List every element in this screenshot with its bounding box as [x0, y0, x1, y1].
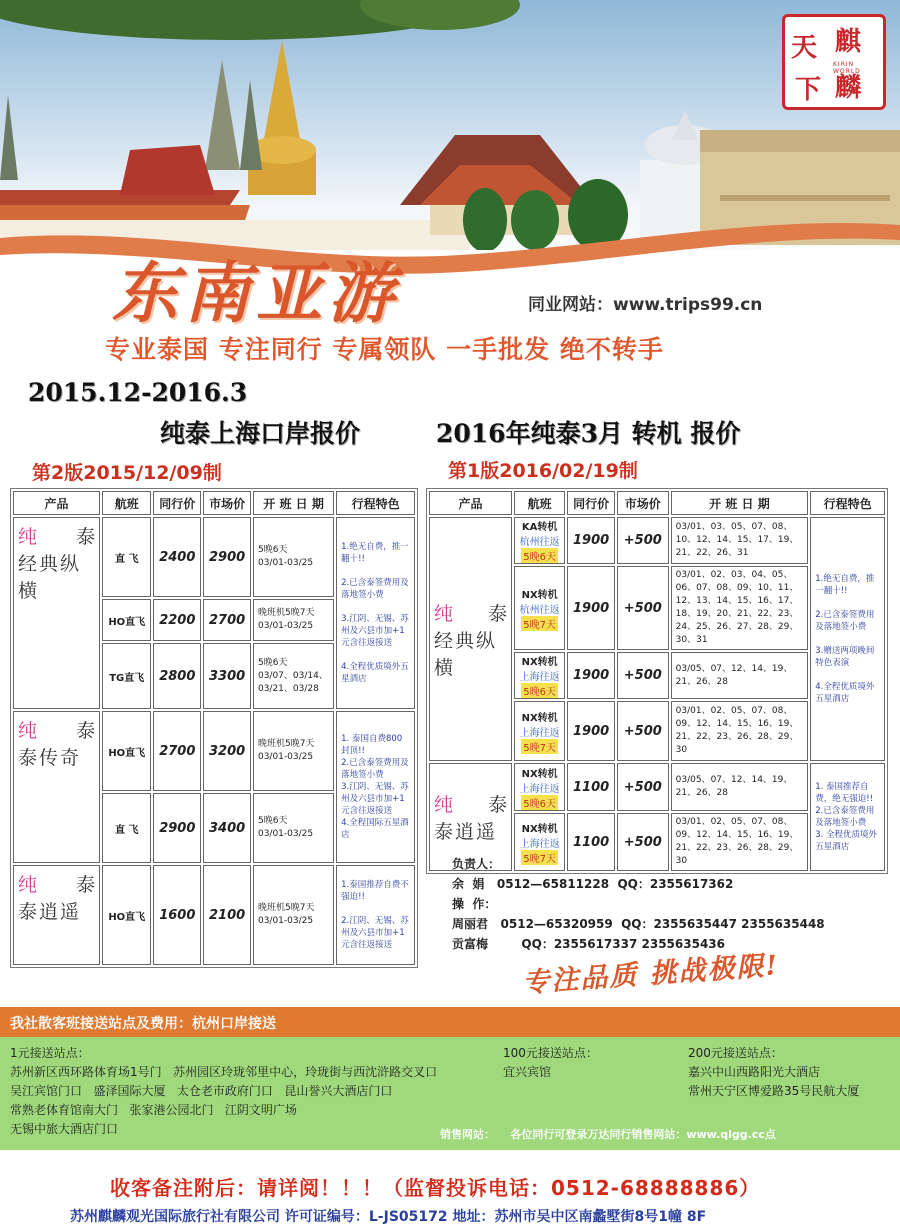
header-flight: 航班 [514, 491, 565, 515]
schedule-cell: 晚班机5晚7天 03/01-03/25 [253, 599, 334, 641]
flight-cell: NX转机 杭州往返 5晚7天 [514, 566, 565, 650]
peer-price-cell: 2700 [153, 711, 201, 791]
flight-cell: TG直飞 [102, 643, 151, 709]
peer-price-cell: 1600 [153, 865, 201, 965]
subtitle-right: 2016年纯泰3月 转机 报价 [436, 419, 741, 448]
table-row [13, 711, 415, 791]
schedule-cell: 晚班机5晚7天 03/01-03/25 [253, 865, 334, 965]
schedule-cell: 5晚6天 03/01-03/25 [253, 793, 334, 863]
product-cell: 纯 泰 经典纵横 [429, 517, 512, 761]
notice-line: 收客备注附后：请详阅！！！（监督投诉电话：0512-68888886） [110, 1176, 761, 1200]
peer-price-cell: 2400 [153, 517, 201, 597]
product-cell: 纯 泰 经典纵横 [13, 517, 100, 709]
slogan: 专业泰国 专注同行 专属领队 一手批发 绝不转手 [105, 335, 664, 364]
schedule-cell: 03/01、03、05、07、08、10、12、14、15、17、19、21、22、26、31 [671, 517, 809, 564]
peer-price-cell: 2800 [153, 643, 201, 709]
features-cell: 1.泰国推荐自费不强迫!! 2.江阴、无锡、苏州及六县市加+1元含往返接送 [336, 865, 415, 965]
logo-char-1: 天 [791, 33, 818, 63]
header-product: 产品 [13, 491, 100, 515]
header-flight: 航班 [102, 491, 151, 515]
schedule-cell: 03/01、02、03、04、05、06、07、08、09、10、11、12、13、14、15、16、17、18、19、20、21、22、23、24、25、26、27、28、29、30、31 [671, 566, 809, 650]
header-product: 产品 [429, 491, 512, 515]
schedule-cell: 5晚6天 03/07、03/14、 03/21、03/28 [253, 643, 334, 709]
schedule-cell: 03/05、07、12、14、19、21、26、28 [671, 652, 809, 699]
flight-cell: HO直飞 [102, 599, 151, 641]
header-market-price: 市场价 [617, 491, 669, 515]
schedule-cell: 03/01、02、05、07、08、09、12、14、15、16、19、21、22、23、26、28、29、30 [671, 701, 809, 761]
logo-char-3: 下 [795, 75, 822, 105]
company-info: 苏州麒麟观光国际旅行社有限公司 许可证编号：L-JS05172 地址：苏州市吴中区南蠡墅街8号1幢 8F [70, 1209, 707, 1225]
header-peer-price: 同行价 [153, 491, 201, 515]
table-row [429, 517, 885, 564]
schedule-cell: 03/01、02、05、07、08、09、12、14、15、16、19、21、22、23、26、28、29、30 [671, 813, 809, 871]
market-price-cell: 2100 [203, 865, 251, 965]
contact-line: 贡富梅 QQ：2355617337 2355635436 [452, 937, 725, 951]
flight-cell: 直 飞 [102, 793, 151, 863]
header-schedule: 开 班 日 期 [253, 491, 334, 515]
features-cell: 1.绝无自费，推一翻十!! 2.已含泰签费用及落地签小费 3.赠送两项晚间特色表演 4.全程优质境外五星酒店 [810, 517, 885, 761]
market-price-cell: +500 [617, 566, 669, 650]
features-cell: 1. 泰国自费800封顶!! 2.已含泰签费用及落地签小费 3.江阴、无锡、苏州及六县市加+1元含往返接送 4.全程国际五星酒店 [336, 711, 415, 863]
page-title: 东南亚游 [112, 254, 400, 332]
pickup-200-yuan: 200元接送站点： 嘉兴中山西路阳光大酒店 常州天宁区博爱路35号民航大厦 [688, 1046, 860, 1098]
contact-list [452, 854, 825, 954]
flight-cell: HO直飞 [102, 865, 151, 965]
version-left: 第2版2015/12/09制 [32, 462, 222, 484]
features-cell: 1. 泰国推荐自费，绝无强迫!! 2.已含泰签费用及落地签小费 3. 全程优质境外五星酒店 [810, 763, 885, 871]
market-price-cell: 2700 [203, 599, 251, 641]
peer-price-cell: 2900 [153, 793, 201, 863]
table-header-row [429, 491, 885, 515]
table-row [13, 865, 415, 965]
flight-cell: NX转机 上海往返 5晚7天 [514, 701, 565, 761]
market-price-cell: 3200 [203, 711, 251, 791]
flight-cell: NX转机 上海往返 5晚7天 [514, 813, 565, 871]
peer-price-cell: 2200 [153, 599, 201, 641]
header-market-price: 市场价 [203, 491, 251, 515]
contact-line: 负责人： [452, 857, 501, 871]
table-row [429, 763, 885, 811]
subtitle-left: 纯泰上海口岸报价 [160, 419, 361, 448]
price-table-transfer [426, 488, 888, 874]
peer-price-cell: 1900 [567, 701, 615, 761]
market-price-cell: +500 [617, 652, 669, 699]
peer-price-cell: 1900 [567, 652, 615, 699]
company-logo [782, 14, 886, 110]
quality-slogan: 专注品质 挑战极限! [521, 950, 781, 999]
product-cell: 纯 泰 泰传奇 [13, 711, 100, 863]
product-cell: 纯 泰 泰逍遥 [13, 865, 100, 965]
contact-line: 余 娟 0512—65811228 QQ：2355617362 [452, 877, 734, 891]
schedule-cell: 晚班机5晚7天 03/01-03/25 [253, 711, 334, 791]
peer-price-cell: 1100 [567, 763, 615, 811]
header-peer-price: 同行价 [567, 491, 615, 515]
flight-cell: HO直飞 [102, 711, 151, 791]
flight-cell: NX转机 上海往返 5晚6天 [514, 763, 565, 811]
sales-label: 销售网站： [440, 1128, 495, 1141]
website-link[interactable]: 同业网站：www.trips99.cn [528, 295, 763, 315]
market-price-cell: +500 [617, 701, 669, 761]
table-header-row [13, 491, 415, 515]
contact-line: 操 作： [452, 897, 497, 911]
schedule-cell: 5晚6天 03/01-03/25 [253, 517, 334, 597]
market-price-cell: 2900 [203, 517, 251, 597]
logo-char-2: 麒 [835, 27, 862, 57]
pickup-title: 我社散客班接送站点及费用：杭州口岸接送 [10, 1016, 276, 1032]
logo-char-4: 麟 [835, 73, 862, 103]
header-schedule: 开 班 日 期 [671, 491, 809, 515]
pickup-100-yuan: 100元接送站点： 宜兴宾馆 [503, 1046, 598, 1079]
pickup-1-yuan: 1元接送站点： 苏州新区西环路体育场1号门 苏州园区玲珑邻里中心，玲珑街与西沈浒路交叉口 吴江宾馆门口 盛泽国际大厦 太仓老市政府门口 昆山誉兴大酒店门口 常熟老体育馆南大门 张家港公园北门 江阴文明广场 无锡中旅大酒店门口 [10, 1046, 438, 1136]
peer-price-cell: 1900 [567, 517, 615, 564]
sales-site [440, 1126, 776, 1142]
peer-price-cell: 1900 [567, 566, 615, 650]
version-right: 第1版2016/02/19制 [448, 460, 638, 482]
product-cell: 纯 泰 泰逍遥 [429, 763, 512, 871]
market-price-cell: 3300 [203, 643, 251, 709]
sales-text[interactable]: 各位同行可登录万达同行销售网站：www.qlgg.cc点 [510, 1128, 776, 1141]
flight-cell: KA转机 杭州往返 5晚6天 [514, 517, 565, 564]
peer-price-cell: 1100 [567, 813, 615, 871]
flight-cell: NX转机 上海往返 5晚6天 [514, 652, 565, 699]
market-price-cell: +500 [617, 517, 669, 564]
market-price-cell: 3400 [203, 793, 251, 863]
header-features: 行程特色 [336, 491, 415, 515]
price-table-shanghai [10, 488, 418, 968]
header-features: 行程特色 [810, 491, 885, 515]
flight-cell: 直 飞 [102, 517, 151, 597]
period-heading: 2015.12-2016.3 [28, 378, 248, 407]
schedule-cell: 03/05、07、12、14、19、21、26、28 [671, 763, 809, 811]
logo-english: KIRIN WORLD [833, 61, 861, 75]
market-price-cell: +500 [617, 763, 669, 811]
market-price-cell: +500 [617, 813, 669, 871]
table-row [13, 517, 415, 597]
contact-line: 周丽君 0512—65320959 QQ：2355635447 2355635448 [452, 917, 825, 931]
features-cell: 1.绝无自费，推一翻十!! 2.已含泰签费用及落地签小费 3.江阴、无锡、苏州及六县市加+1元含往返接送 4.全程优质境外五星酒店 [336, 517, 415, 709]
